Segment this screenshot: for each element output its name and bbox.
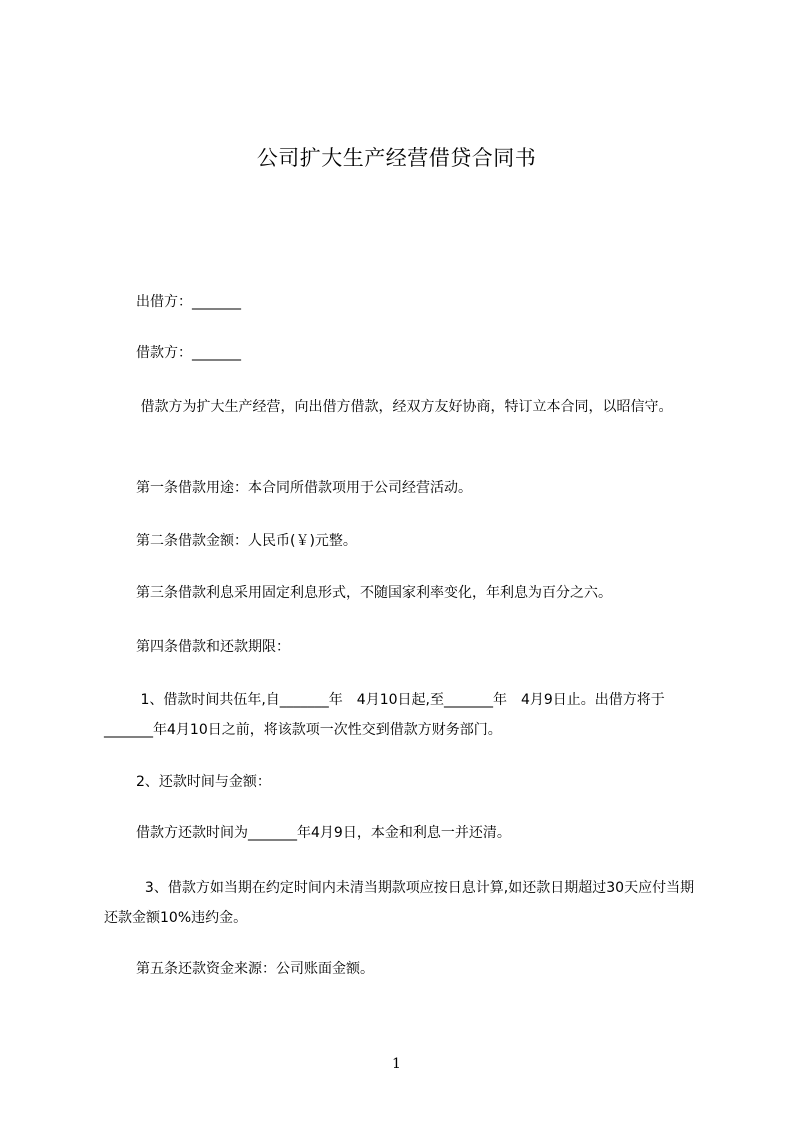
article-4-heading: 第四条借款和还款期限： xyxy=(136,639,290,655)
document-title: 公司扩大生产经营借贷合同书 xyxy=(256,146,537,170)
borrower-line: 借款方：_______ xyxy=(136,345,241,361)
lender-line: 出借方：_______ xyxy=(136,294,241,310)
repayment-text: 借款方还款时间为_______年4月9日，本金和利息一并还清。 xyxy=(136,825,511,841)
intro-paragraph: 借款方为扩大生产经营，向出借方借款，经双方友好协商，特订立本合同，以昭信守。 xyxy=(136,399,673,415)
article-3: 第三条借款利息采用固定利息形式，不随国家利率变化，年利息为百分之六。 xyxy=(136,585,612,601)
article-2: 第二条借款金额：人民币(￥)元整。 xyxy=(136,533,357,549)
article-1: 第一条借款用途：本合同所借款项用于公司经营活动。 xyxy=(136,480,472,496)
article-4-item-2: 2、还款时间与金额： xyxy=(136,774,271,790)
article-5: 第五条还款资金来源：公司账面金额。 xyxy=(136,961,374,977)
article-4-item-3: 3、借款方如当期在约定时间内未清当期款项应按日息计算,如还款日期超过30天应付当期还款金额10%违约金。 xyxy=(104,880,695,926)
page-number: 1 xyxy=(392,1056,401,1072)
article-4-item-1: 1、借款时间共伍年,自_______年 4月10日起,至_______年 4月9日止。出借方将于_______年4月10日之前，将该款项一次性交到借款方财务部门。 xyxy=(104,692,665,738)
